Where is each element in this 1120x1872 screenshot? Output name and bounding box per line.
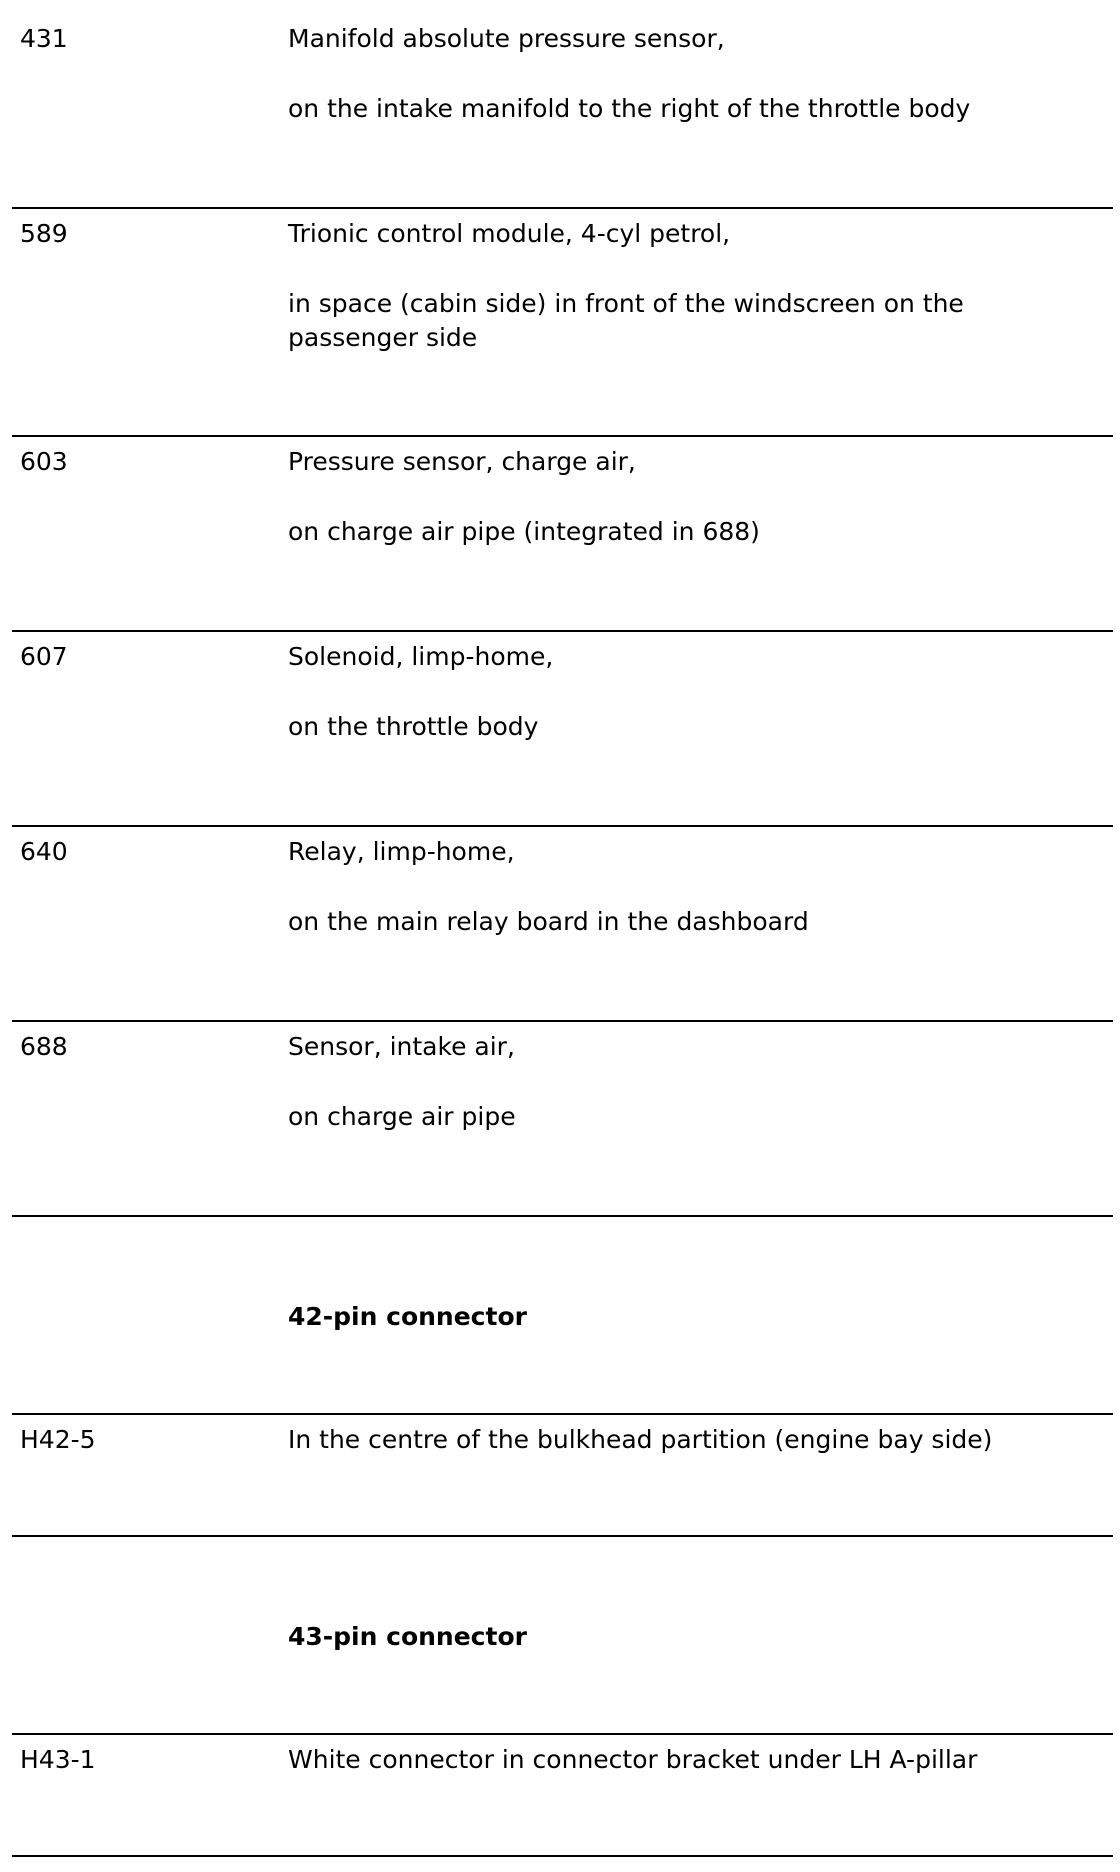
row-divider bbox=[12, 435, 1113, 437]
component-name: Pressure sensor, charge air, bbox=[288, 447, 636, 476]
component-name: Trionic control module, 4-cyl petrol, bbox=[288, 219, 731, 248]
row-divider bbox=[12, 1020, 1113, 1022]
row-divider bbox=[12, 1733, 1113, 1735]
connector-code: H43-1 bbox=[20, 1745, 96, 1774]
component-location: on the intake manifold to the right of the throttle body bbox=[288, 94, 971, 123]
connector-location: In the centre of the bulkhead partition (engine bay side) bbox=[288, 1425, 993, 1454]
component-name: Sensor, intake air, bbox=[288, 1032, 515, 1061]
connector-location: White connector in connector bracket under LH A-pillar bbox=[288, 1745, 978, 1774]
component-code: 688 bbox=[20, 1032, 68, 1061]
row-divider bbox=[12, 825, 1113, 827]
component-location: in space (cabin side) in front of the windscreen on the passenger side bbox=[288, 289, 964, 352]
row-divider bbox=[12, 1535, 1113, 1537]
row-divider bbox=[12, 630, 1113, 632]
component-name: Manifold absolute pressure sensor, bbox=[288, 24, 725, 53]
row-divider bbox=[12, 207, 1113, 209]
row-divider bbox=[12, 1855, 1113, 1857]
component-code: 640 bbox=[20, 837, 68, 866]
component-code: 607 bbox=[20, 642, 68, 671]
component-code: 603 bbox=[20, 447, 68, 476]
component-location: on the throttle body bbox=[288, 712, 539, 741]
row-divider bbox=[12, 1215, 1113, 1217]
row-divider bbox=[12, 1413, 1113, 1415]
component-location: on charge air pipe (integrated in 688) bbox=[288, 517, 760, 546]
section-heading-42-pin: 42-pin connector bbox=[288, 1302, 527, 1331]
component-name: Relay, limp-home, bbox=[288, 837, 515, 866]
component-name: Solenoid, limp-home, bbox=[288, 642, 554, 671]
component-location: on charge air pipe bbox=[288, 1102, 516, 1131]
component-code: 431 bbox=[20, 24, 68, 53]
component-location: on the main relay board in the dashboard bbox=[288, 907, 809, 936]
connector-code: H42-5 bbox=[20, 1425, 96, 1454]
component-code: 589 bbox=[20, 219, 68, 248]
section-heading-43-pin: 43-pin connector bbox=[288, 1622, 527, 1651]
